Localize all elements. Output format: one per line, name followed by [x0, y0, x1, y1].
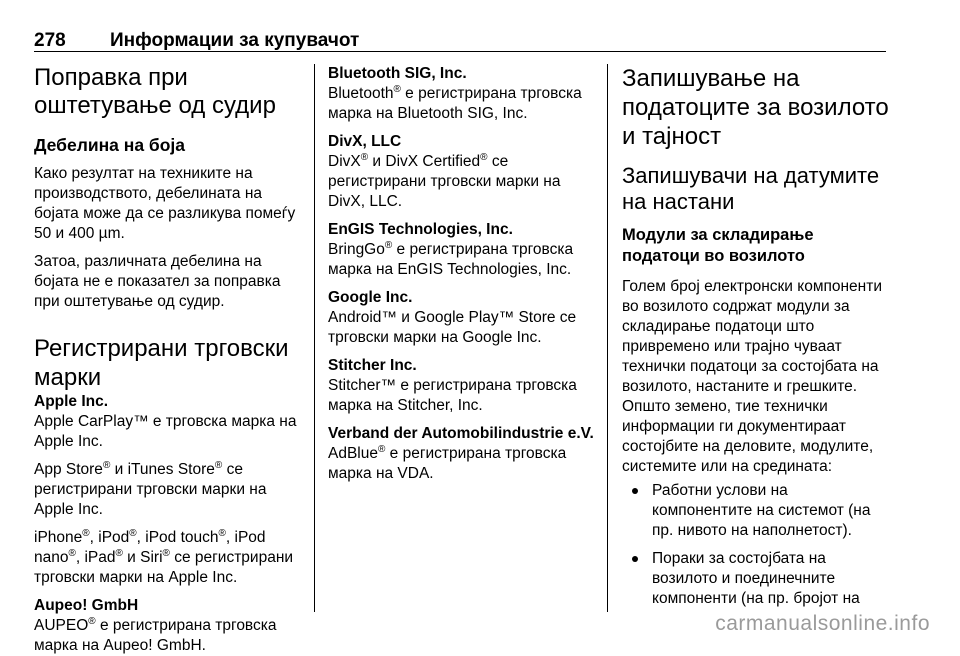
paint-heading: Дебелина на боја	[34, 135, 186, 155]
apple-paragraph-2: App Store® и iTunes Store® се регистрирани трговски марки на Apple Inc.	[34, 459, 267, 518]
watermark: carmanualsonline.info	[715, 612, 930, 635]
divx-paragraph: DivX® и DivX Certified® се регистрирани трговски марки на DivX, LLC.	[328, 151, 561, 210]
google-title: Google Inc.	[328, 289, 413, 306]
repair-heading: Поправка при оштетување од судир	[34, 64, 276, 119]
aupeo-title: Aupeo! GmbH	[34, 597, 139, 614]
header-rule	[34, 51, 886, 52]
header-title: Информации за купувачот	[110, 30, 360, 51]
paint-paragraph-2: Затоа, различната дебелина на бојата не е показател за поправка при оштетување од судир.	[34, 253, 281, 310]
storage-paragraph: Голем број електронски компоненти во возилото содржат модули за складирање податоци што привремено или трајно чуваат технички податоци за состојбата на возилото, настаните и грешките. Општо земено, тие технички информации ги документираат состојбите на деловите, модулите, системите или на средината:	[622, 278, 882, 475]
vda-title: Verband der Automobilindustrie e.V.	[328, 425, 594, 442]
column-1	[34, 64, 302, 656]
paint-paragraph-1: Како резултат на техниките на производството, дебелината на бојата може да се разликува помеѓу 50 и 400 µm.	[34, 165, 296, 242]
engis-title: EnGIS Technologies, Inc.	[328, 221, 513, 238]
bluetooth-paragraph: Bluetooth® е регистрирана трговска марка на Bluetooth SIG, Inc.	[328, 83, 582, 122]
bullet-list	[622, 481, 890, 609]
bullet-icon	[632, 556, 638, 562]
list-item: Работни услови на компонентите на системот (на пр. нивото на наполнетост).	[622, 481, 890, 541]
column-divider-2	[607, 64, 608, 612]
vda-paragraph: AdBlue® е регистрирана трговска марка на VDA.	[328, 443, 567, 482]
column-divider-1	[314, 64, 315, 612]
divx-title: DivX, LLC	[328, 133, 402, 150]
bullet-icon	[632, 488, 638, 494]
subsection-heading: Запишувачи на датумите на настани	[622, 163, 880, 214]
trademarks-heading: Регистрирани трговски марки	[34, 335, 289, 391]
page-number: 278	[34, 30, 66, 51]
apple-paragraph-1: Apple CarPlay™ е трговска марка на Apple Inc.	[34, 413, 297, 450]
apple-paragraph-3: iPhone®, iPod®, iPod touch®, iPod nano®, iPad® и Siri® се регистрирани трговски марки на Apple Inc.	[34, 527, 294, 586]
column-2	[328, 64, 596, 484]
stitcher-paragraph: Stitcher™ е регистрирана трговска марка на Stitcher, Inc.	[328, 377, 577, 414]
section-heading: Запишување на податоците за возилото и тајност	[622, 65, 889, 150]
subsubsection-heading: Модули за складирање податоци во возилото	[622, 226, 814, 265]
aupeo-paragraph: AUPEO® е регистрирана трговска марка на Aupeo! GmbH.	[34, 615, 277, 654]
stitcher-title: Stitcher Inc.	[328, 357, 417, 374]
bluetooth-title: Bluetooth SIG, Inc.	[328, 65, 467, 82]
column-3	[622, 64, 890, 617]
apple-title: Apple Inc.	[34, 393, 109, 410]
page-header	[34, 30, 886, 52]
engis-paragraph: BringGo® е регистрирана трговска марка на EnGIS Technologies, Inc.	[328, 239, 574, 278]
google-paragraph: Android™ и Google Play™ Store се трговски марки на Google Inc.	[328, 309, 577, 346]
list-item: Пораки за состојбата на возилото и поединечните компоненти (на пр. бројот на	[622, 549, 890, 609]
